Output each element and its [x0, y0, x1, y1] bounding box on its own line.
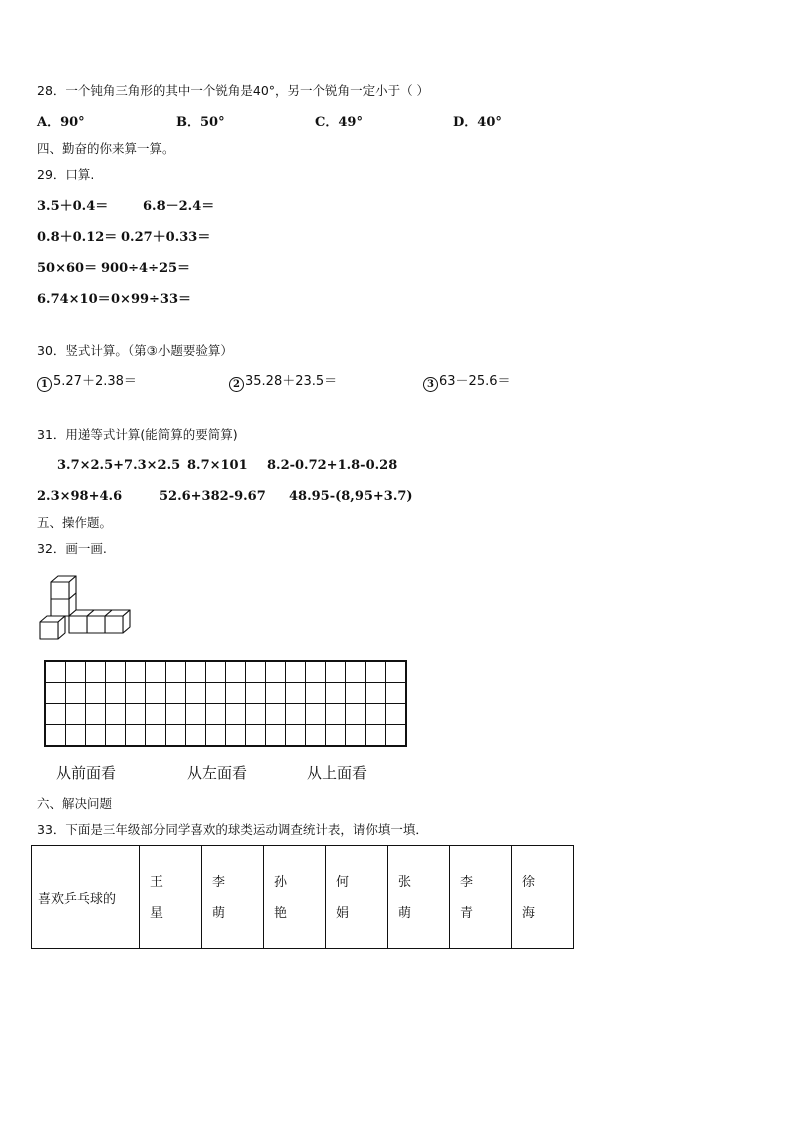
table-row — [32, 846, 574, 949]
grid-cell[interactable] — [126, 683, 146, 704]
student-name-cell — [326, 846, 388, 949]
q29-item: 0×99÷33＝ — [111, 292, 192, 307]
left-view-label: 从左面看 — [187, 764, 248, 782]
circled-number-2: 2 — [229, 377, 244, 392]
q31-item: 3.7×2.5+7.3×2.5 — [57, 458, 181, 473]
name-char: 海 — [522, 906, 536, 921]
grid-cell[interactable] — [266, 725, 286, 747]
circled-number-1: 1 — [37, 377, 52, 392]
name-char: 王 — [150, 875, 164, 890]
grid-cell[interactable] — [386, 683, 407, 704]
q28-option-c: C．49° — [315, 115, 363, 130]
grid-cell[interactable] — [326, 725, 346, 747]
grid-cell[interactable] — [146, 704, 166, 725]
student-name-cell — [140, 846, 202, 949]
grid-cell[interactable] — [226, 683, 246, 704]
grid-cell[interactable] — [166, 704, 186, 725]
q31-item: 8.7×101 — [187, 458, 248, 473]
q29-item: 50×60＝ — [37, 261, 98, 276]
grid-cell[interactable] — [146, 683, 166, 704]
q29-item: 6.8－2.4＝ — [143, 199, 215, 214]
q30-expr: 5.27＋2.38＝ — [53, 374, 137, 389]
section-6-heading: 六、解决问题 — [37, 796, 113, 811]
grid-cell[interactable] — [106, 704, 126, 725]
grid-cell[interactable] — [126, 725, 146, 747]
name-char: 青 — [460, 906, 474, 921]
q31-title: 31．用递等式计算(能简算的要简算) — [37, 427, 238, 442]
grid-cell[interactable] — [45, 704, 66, 725]
drawing-grid[interactable] — [44, 660, 407, 747]
grid-cell[interactable] — [246, 704, 266, 725]
grid-cell[interactable] — [326, 704, 346, 725]
top-view-label: 从上面看 — [307, 764, 368, 782]
grid-cell[interactable] — [346, 704, 366, 725]
q30-item-2 — [229, 374, 337, 392]
grid-cell[interactable] — [186, 661, 206, 683]
grid-cell[interactable] — [326, 683, 346, 704]
q30-item-3 — [423, 374, 511, 392]
grid-cell[interactable] — [166, 683, 186, 704]
student-name-cell — [264, 846, 326, 949]
grid-cell[interactable] — [186, 704, 206, 725]
grid-cell[interactable] — [246, 683, 266, 704]
student-name-cell — [512, 846, 574, 949]
grid-cell[interactable] — [86, 725, 106, 747]
grid-cell[interactable] — [246, 725, 266, 747]
q30-title: 30．竖式计算。（第③小题要验算） — [37, 343, 233, 358]
grid-cell[interactable] — [266, 683, 286, 704]
name-char: 艳 — [274, 906, 288, 921]
name-char: 萌 — [398, 906, 412, 921]
q28-option-d: D．40° — [453, 115, 502, 130]
grid-cell[interactable] — [186, 725, 206, 747]
q33-title: 33．下面是三年级部分同学喜欢的球类运动调查统计表，请你填一填． — [37, 822, 428, 837]
grid-cell[interactable] — [106, 661, 126, 683]
student-name-cell — [202, 846, 264, 949]
q28-stem: 28．一个钝角三角形的其中一个锐角是40°，另一个锐角一定小于（ ） — [37, 83, 430, 98]
name-char: 李 — [212, 875, 226, 890]
grid-cell[interactable] — [206, 683, 226, 704]
grid-row — [45, 704, 406, 725]
grid-cell[interactable] — [366, 661, 386, 683]
grid-cell[interactable] — [206, 725, 226, 747]
grid-cell[interactable] — [286, 704, 306, 725]
grid-cell[interactable] — [126, 704, 146, 725]
grid-cell[interactable] — [206, 661, 226, 683]
grid-cell[interactable] — [206, 704, 226, 725]
q29-title: 29．口算. — [37, 167, 95, 182]
grid-cell[interactable] — [366, 683, 386, 704]
q29-item: 900÷4÷25＝ — [101, 261, 191, 276]
grid-cell[interactable] — [45, 661, 66, 683]
q29-item: 6.74×10＝ — [37, 292, 111, 307]
survey-table — [31, 845, 574, 949]
grid-cell[interactable] — [226, 704, 246, 725]
grid-row — [45, 725, 406, 747]
grid-cell[interactable] — [86, 683, 106, 704]
cube-figure — [38, 572, 134, 642]
grid-cell[interactable] — [106, 683, 126, 704]
q32-title: 32．画一画. — [37, 541, 107, 556]
section-4-heading: 四、勤奋的你来算一算。 — [37, 141, 175, 156]
grid-cell[interactable] — [226, 725, 246, 747]
grid-cell[interactable] — [146, 661, 166, 683]
q28-option-b: B．50° — [176, 115, 225, 130]
grid-cell[interactable] — [126, 661, 146, 683]
grid-cell[interactable] — [306, 725, 326, 747]
grid-row — [45, 661, 406, 683]
grid-cell[interactable] — [66, 725, 86, 747]
grid-cell[interactable] — [386, 704, 407, 725]
grid-cell[interactable] — [326, 661, 346, 683]
grid-cell[interactable] — [306, 683, 326, 704]
grid-cell[interactable] — [166, 661, 186, 683]
q31-item: 8.2-0.72+1.8-0.28 — [267, 458, 398, 473]
q29-item: 0.8＋0.12＝ — [37, 230, 118, 245]
grid-cell[interactable] — [306, 661, 326, 683]
q30-expr: 63－25.6＝ — [439, 374, 511, 389]
grid-cell[interactable] — [186, 683, 206, 704]
name-char: 萌 — [212, 906, 226, 921]
grid-cell[interactable] — [45, 725, 66, 747]
grid-cell[interactable] — [66, 704, 86, 725]
grid-cell[interactable] — [286, 683, 306, 704]
front-view-label: 从前面看 — [56, 764, 117, 782]
q31-item: 52.6+382-9.67 — [159, 489, 266, 504]
grid-cell[interactable] — [45, 683, 66, 704]
grid-cell[interactable] — [146, 725, 166, 747]
grid-cell[interactable] — [226, 661, 246, 683]
grid-cell[interactable] — [66, 661, 86, 683]
name-char: 徐 — [522, 875, 536, 890]
grid-cell[interactable] — [66, 683, 86, 704]
section-5-heading: 五、操作题。 — [37, 515, 113, 530]
name-char: 何 — [336, 875, 350, 890]
grid-cell[interactable] — [386, 725, 407, 747]
grid-row — [45, 683, 406, 704]
grid-cell[interactable] — [106, 725, 126, 747]
grid-cell[interactable] — [286, 661, 306, 683]
grid-cell[interactable] — [266, 704, 286, 725]
grid-cell[interactable] — [86, 661, 106, 683]
name-char: 张 — [398, 875, 412, 890]
grid-cell[interactable] — [286, 725, 306, 747]
q31-item: 2.3×98+4.6 — [37, 489, 123, 504]
q29-item: 3.5＋0.4＝ — [37, 199, 109, 214]
q30-item-1 — [37, 374, 137, 392]
grid-cell[interactable] — [86, 704, 106, 725]
q28-option-a: A．90° — [37, 115, 85, 130]
circled-number-3: 3 — [423, 377, 438, 392]
grid-cell[interactable] — [346, 661, 366, 683]
student-name-cell — [388, 846, 450, 949]
name-char: 李 — [460, 875, 474, 890]
grid-cell[interactable] — [366, 725, 386, 747]
q30-expr: 35.28＋23.5＝ — [245, 374, 338, 389]
grid-cell[interactable] — [386, 661, 407, 683]
grid-cell[interactable] — [306, 704, 326, 725]
grid-cell[interactable] — [266, 661, 286, 683]
grid-cell[interactable] — [366, 704, 386, 725]
student-name-cell — [450, 846, 512, 949]
name-char: 孙 — [274, 875, 288, 890]
name-char: 娟 — [336, 906, 350, 921]
q31-item: 48.95-(8,95+3.7) — [289, 489, 413, 504]
row-label: 喜欢乒乓球的 — [32, 846, 140, 949]
grid-cell[interactable] — [346, 725, 366, 747]
grid-cell[interactable] — [346, 683, 366, 704]
grid-cell[interactable] — [166, 725, 186, 747]
q29-item: 0.27＋0.33＝ — [121, 230, 211, 245]
name-char: 星 — [150, 906, 164, 921]
grid-cell[interactable] — [246, 661, 266, 683]
